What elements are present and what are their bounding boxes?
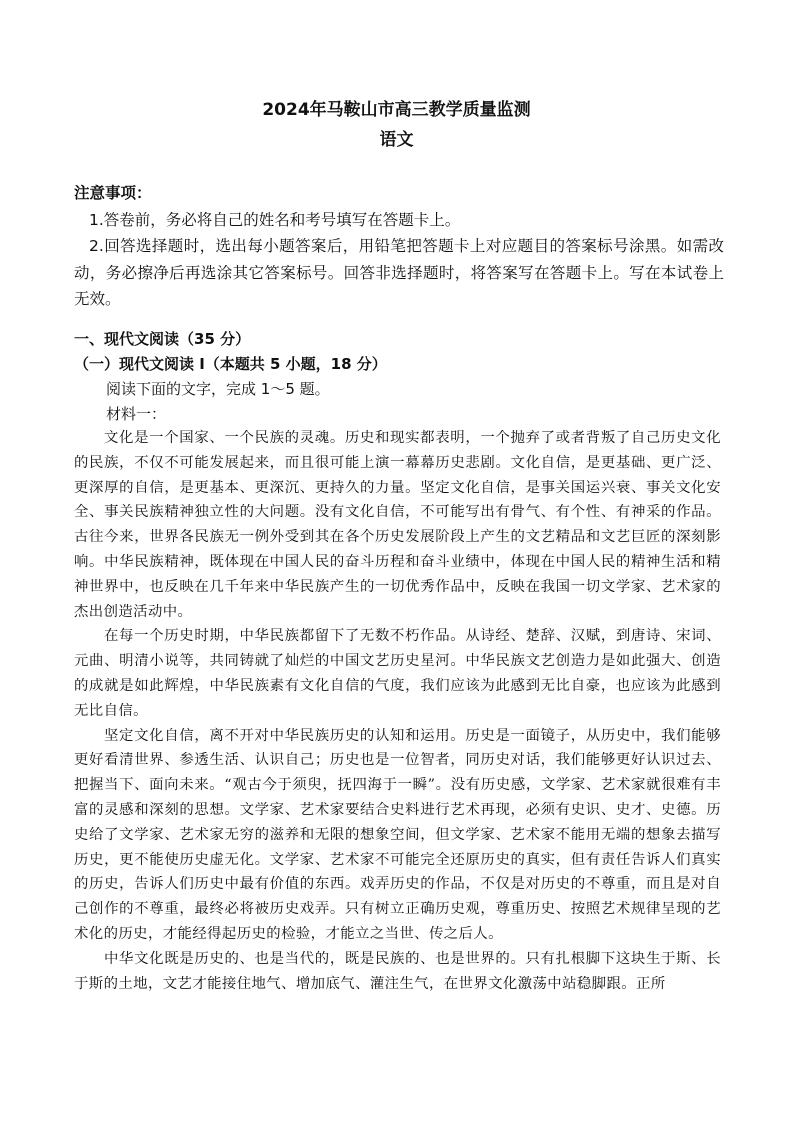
subject-title: 语文	[379, 130, 414, 150]
notes-heading: 注意事项：	[74, 184, 152, 202]
section-subtitle: （一）现代文阅读 I（本题共 5 小题，18 分）	[74, 355, 387, 373]
notes-block	[74, 180, 724, 313]
notes-item-2: 2.回答选择题时，选出每小题答案后，用铅笔把答题卡上对应题目的答案标号涂黑。如需改动，务必擦净后再选涂其它答案标号。回答非选择题时，将答案写在答题卡上。写在本试卷上无效。	[74, 237, 724, 308]
passage-body	[74, 426, 721, 996]
passage-paragraph-2: 在每一个历史时期，中华民族都留下了无数不朽作品。从诗经、楚辞、汉赋，到唐诗、宋词、元曲、明清小说等，共同铸就了灿烂的中国文艺历史星河。中华民族文艺创造力是如此强大、创造的成就是如此辉煌，中华民族素有文化自信的气度，我们应该为此感到无比自豪，也应该为此感到无比自信。	[74, 628, 721, 719]
passage-paragraph-3: 坚定文化自信，离不开对中华民族历史的认知和运用。历史是一面镜子，从历史中，我们能够更好看清世界、参透生活、认识自己；历史也是一位智者，同历史对话，我们能够更好认识过去、把握当下、面向未来。“观古今于须臾，抚四海于一瞬”。没有历史感，文学家、艺术家就很难有丰富的灵感和深刻的思想。文学家、艺术家要结合史料进行艺术再现，必须有史识、史才、史德。历史给了文学家、艺术家无穷的滋养和无限的想象空间，但文学家、艺术家不能用无端的想象去描写历史，更不能使历史虚无化。文学家、艺术家不可能完全还原历史的真实，但有责任告诉人们真实的历史，告诉人们历史中最有价值的东西。戏弄历史的作品，不仅是对历史的不尊重，而且是对自己创作的不尊重，最终必将被历史戏弄。只有树立正确历史观，尊重历史、按照艺术规律呈现的艺术化的历史，才能经得起历史的检验，才能立之当世、传之后人。	[74, 727, 721, 942]
notes-item-1: 1.答卷前，务必将自己的姓名和考号填写在答题卡上。	[89, 210, 461, 229]
passage-paragraph-1: 文化是一个国家、一个民族的灵魂。历史和现实都表明，一个抛弃了或者背叛了自己历史文化的民族，不仅不可能发展起来，而且很可能上演一幕幕历史悲剧。文化自信，是更基础、更广泛、更深厚的自信，是更基本、更深沉、更持久的力量。坚定文化自信，是事关国运兴衰、事关文化安全、事关民族精神独立性的大问题。没有文化自信，不可能写出有骨气、有个性、有神采的作品。古往今来，世界各民族无一例外受到其在各个历史发展阶段上产生的文艺精品和文艺巨匠的深刻影响。中华民族精神，既体现在中国人民的奋斗历程和奋斗业绩中，体现在中国人民的精神生活和精神世界中，也反映在几千年来中华民族产生的一切优秀作品中，反映在我国一切文学家、艺术家的杰出创造活动中。	[74, 430, 721, 620]
reading-instruction: 阅读下面的文字，完成 1～5 题。	[106, 380, 330, 398]
material-label: 材料一：	[106, 405, 167, 423]
passage-paragraph-4: 中华文化既是历史的、也是当代的，既是民族的、也是世界的。只有扎根脚下这块生于斯、长于斯的土地，文艺才能接住地气、增加底气、灌注生气，在世界文化激荡中站稳脚跟。正所	[74, 950, 721, 992]
exam-title: 2024年马鞍山市高三教学质量监测	[262, 100, 531, 120]
section-title: 一、现代文阅读（35 分）	[74, 330, 251, 348]
